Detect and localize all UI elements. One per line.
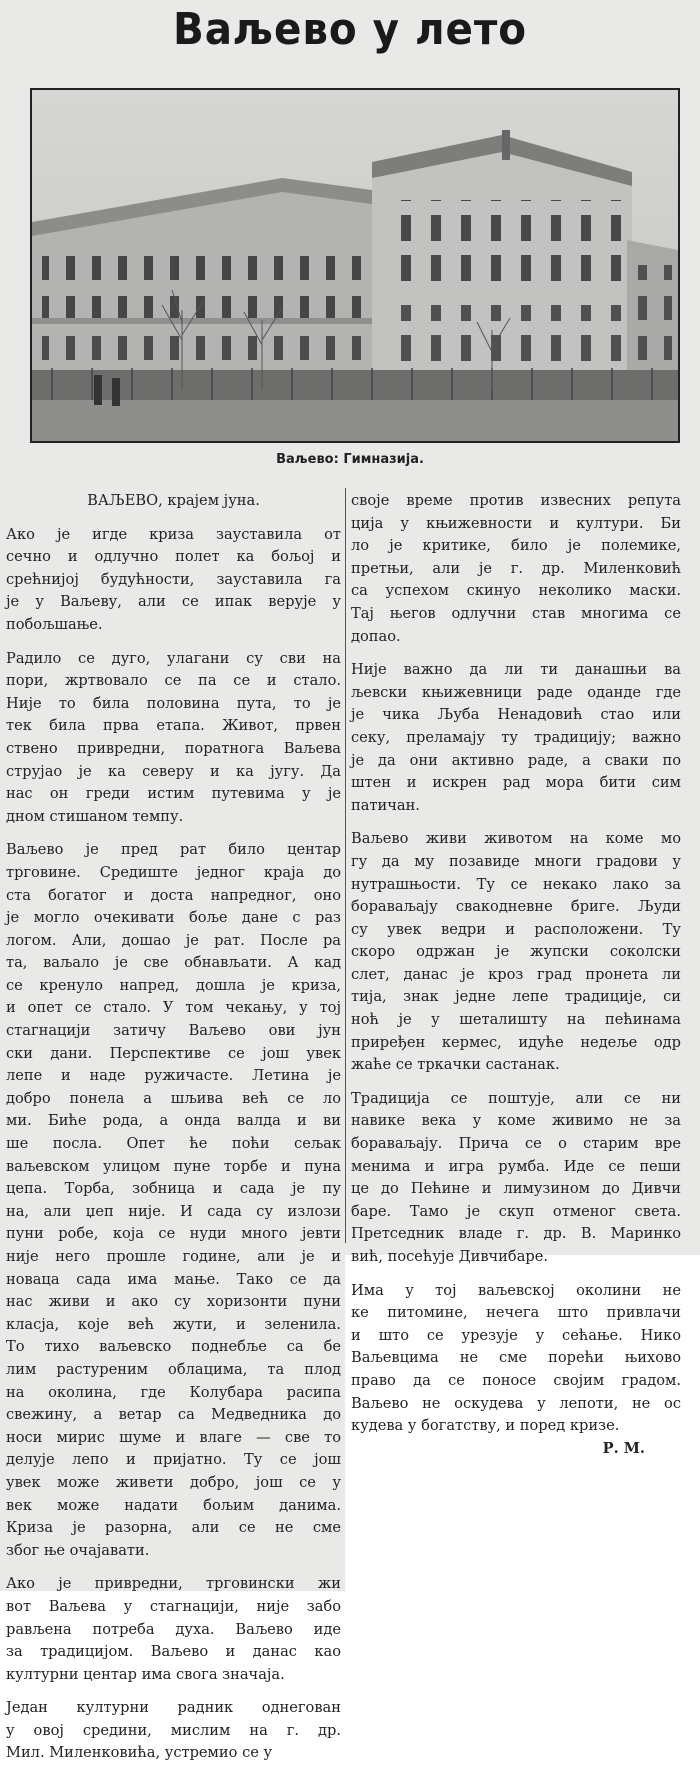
text-line: због ње очајавати.	[6, 1541, 150, 1559]
text-line: ција у књижевности и култури. Би	[351, 514, 681, 532]
text-line: Један културни радник однегован	[6, 1699, 341, 1717]
paragraph	[351, 828, 681, 1077]
text-line: Радило се дуго, улагани су сви на	[6, 649, 341, 667]
text-line: ке питомине, нечега што привлачи	[351, 1304, 681, 1322]
dateline: ВАЉЕВО, крајем јуна.	[87, 492, 260, 509]
text-line: нас он греди истим путевима у је	[6, 785, 341, 803]
text-line: сечно и одлучно полет ка бољој и	[6, 548, 341, 566]
text-line: Ваљево живи животом на коме мо	[351, 830, 681, 848]
text-line: нас живи и ако су хоризонти пуни	[6, 1293, 341, 1311]
column-divider	[345, 488, 346, 1243]
paragraph-gap	[351, 1077, 681, 1088]
paragraph-gap	[351, 817, 681, 828]
text-line: ноћ је у шеталишту на пећинама	[351, 1011, 681, 1029]
text-line: су увек ведри и расположени. Ту	[351, 920, 681, 938]
text-line: Није то била половина пута, то је	[6, 694, 341, 712]
text-line: дном стишаном темпу.	[6, 807, 184, 825]
text-line: Тај његов одлучни став многима се	[351, 604, 681, 622]
paragraph-gap	[6, 1686, 341, 1697]
text-line: та, ваљало је све обнављати. А кад	[6, 954, 341, 972]
text-line: носи мирис шуме и влаге — све то	[6, 1428, 341, 1446]
text-line: на, али џеп није. И сада су излози	[6, 1202, 341, 1220]
paragraph	[351, 659, 681, 817]
text-line: пуни робе, која се нуди много јевти	[6, 1225, 341, 1243]
text-line: бораваљају. Прича се о старим вре	[351, 1135, 681, 1153]
paragraph-gap	[6, 828, 341, 839]
text-line: Ако је привредни, трговински жи	[6, 1575, 341, 1593]
text-line: цепа. Торба, зобница и сада је пу	[6, 1180, 341, 1198]
text-line: стагнацији затичу Ваљево ови јун	[6, 1022, 341, 1040]
text-line: Традиција се поштује, али се ни	[351, 1089, 681, 1107]
text-line: свежину, а ветар са Медведника до	[6, 1406, 341, 1424]
text-line: допао.	[351, 627, 401, 645]
text-line: Мил. Миленковића, устремио се у	[6, 1744, 273, 1762]
text-line: ло је критике, било је полемике,	[351, 537, 681, 555]
text-line: це до Пећине и лимузином до Дивчи	[351, 1180, 681, 1198]
text-line: ста богатог и доста напредног, оно	[6, 886, 341, 904]
text-line: и опет се стало. У том чекању, у тој	[6, 999, 341, 1017]
text-line: пори, жртвовало се па се и стало.	[6, 672, 341, 690]
text-line: и што се урезује у сећање. Нико	[351, 1326, 681, 1344]
text-line: скоро одржан је жупски соколски	[351, 943, 681, 961]
paragraph	[6, 648, 341, 829]
author-signature: Р. М.	[602, 1439, 645, 1457]
text-line: Претседник владе г. др. В. Маринко	[351, 1225, 681, 1243]
text-line: претњи, али је г. др. Миленковић	[351, 559, 681, 577]
text-line: ваљевском улицом пуне торбе и пуна	[6, 1157, 341, 1175]
text-line: класја, које већ жути, и зеленила.	[6, 1315, 341, 1333]
text-line: штен и искрен рад мора бити сим	[351, 774, 681, 792]
paragraph-gap	[6, 637, 341, 648]
text-line: је да они активно раде, а сваки по	[351, 751, 681, 769]
text-line: лим растуреним облацима, та плод	[6, 1360, 341, 1378]
text-line: ствено привредни, поратнога Ваљева	[6, 739, 341, 757]
text-line: век може надати бољим данима.	[6, 1496, 341, 1514]
text-line: увек може живети добро, још се у	[6, 1473, 341, 1491]
text-line: на околина, где Колубара расипа	[6, 1383, 341, 1401]
text-line: љевски књижевници раде оданде где	[351, 683, 681, 701]
text-line: вот Ваљева у стагнацији, није забо	[6, 1597, 341, 1615]
text-line: добро понела а шљива већ се ло	[6, 1089, 341, 1107]
text-line: Има у тој ваљевској околини не	[351, 1281, 681, 1299]
text-line: у овој средини, мислим на г. др.	[6, 1721, 341, 1739]
text-line: Ваљевцима не сме порећи њихово	[351, 1349, 681, 1367]
text-line: лепе и наде ружичасте. Летина је	[6, 1067, 341, 1085]
text-line: струјао је ка северу и ка југу. Да	[6, 762, 341, 780]
text-line: ше посла. Опет ће поћи сељак	[6, 1135, 341, 1153]
text-line: бораваљају свакодневне бриге. Људи	[351, 898, 681, 916]
text-line: трговине. Средиште једног краја до	[6, 863, 341, 881]
text-line: менима и игра румба. Иде се пеши	[351, 1157, 681, 1175]
paragraph	[6, 1573, 341, 1686]
text-line: срећнијој будућности, зауставила га	[6, 570, 341, 588]
text-line: ми. Биће рода, а онда валда и ви	[6, 1112, 341, 1130]
text-line: је у Ваљеву, али се ипак верује у	[6, 593, 341, 611]
text-line: слет, данас је кроз град пронета ли	[351, 965, 681, 983]
text-line: побољшање.	[6, 615, 103, 633]
text-line: тија, знак једне лепе традиције, си	[351, 988, 681, 1006]
paragraph	[6, 1697, 341, 1765]
text-line: логом. Али, дошао је рат. После ра	[6, 931, 341, 949]
text-line: навике века у коме живимо не за	[351, 1112, 681, 1130]
paragraph	[351, 1280, 681, 1438]
text-line: новаца сада има мање. Тако се да	[6, 1270, 341, 1288]
text-line: секу, преламају ту традицију; важно	[351, 728, 681, 746]
article-column-left	[6, 490, 341, 1765]
text-line: ски дани. Перспективе се још увек	[6, 1044, 341, 1062]
text-line: тек била прва етапа. Живот, првен	[6, 717, 341, 735]
text-line: за традицијом. Ваљево и данас као	[6, 1643, 341, 1661]
photo-gymnasium	[30, 88, 680, 443]
paragraph-gap	[6, 1562, 341, 1573]
text-line: се кренуло напред, дошла је криза,	[6, 976, 341, 994]
text-line: делује лепо и пријатно. Ту се још	[6, 1451, 341, 1469]
text-line: жаће се тркачки састанак.	[351, 1056, 560, 1074]
text-line: гу да му позавиде многи градови у	[351, 852, 681, 870]
text-line: вић, посећује Дивчибаре.	[351, 1248, 549, 1265]
text-line: право да се поносе својим градом.	[351, 1371, 681, 1389]
paragraph	[351, 490, 681, 648]
text-line: културни центар има свога значаја.	[6, 1665, 285, 1683]
text-line: Ваљево је пред рат било центар	[6, 841, 341, 859]
text-line: рављена потреба духа. Ваљево иде	[6, 1620, 341, 1638]
text-line: нутрашњости. Ту се некако лако за	[351, 875, 681, 893]
paragraph-gap	[6, 513, 341, 524]
paragraph	[351, 1088, 681, 1269]
article-column-right	[351, 490, 681, 1460]
text-line: приређен кермес, идуће недеље одр	[351, 1033, 681, 1051]
text-line: патичан.	[351, 796, 420, 814]
text-line: Криза је разорна, али се не сме	[6, 1519, 341, 1537]
text-line: је чика Љуба Ненадовић стао или	[351, 706, 681, 724]
paragraph-gap	[351, 1269, 681, 1280]
text-line: баре. Тамо је скуп отменог света.	[351, 1202, 681, 1220]
headline: Ваљево у лето	[172, 4, 528, 55]
text-line: Ако је игде криза зауставила от	[6, 525, 341, 543]
photo-caption: Ваљево: Гимназија.	[276, 452, 424, 467]
text-line: је могло очекивати боље дане с раз	[6, 909, 341, 927]
paragraph	[6, 524, 341, 637]
text-line: То тихо ваљевско поднебље са бе	[6, 1338, 341, 1356]
text-line: кудева у богатству, и поред кризе.	[351, 1417, 620, 1435]
paragraph-gap	[351, 648, 681, 659]
paragraph	[6, 839, 341, 1562]
text-line: са успехом скинуо неколико маски.	[351, 582, 681, 600]
text-line: није него прошле године, али је и	[6, 1248, 341, 1265]
text-line: Није важно да ли ти данашњи ва	[351, 661, 681, 679]
text-line: своје време против извесних репута	[351, 492, 681, 509]
text-line: Ваљево не оскудева у лепоти, не ос	[351, 1394, 681, 1412]
